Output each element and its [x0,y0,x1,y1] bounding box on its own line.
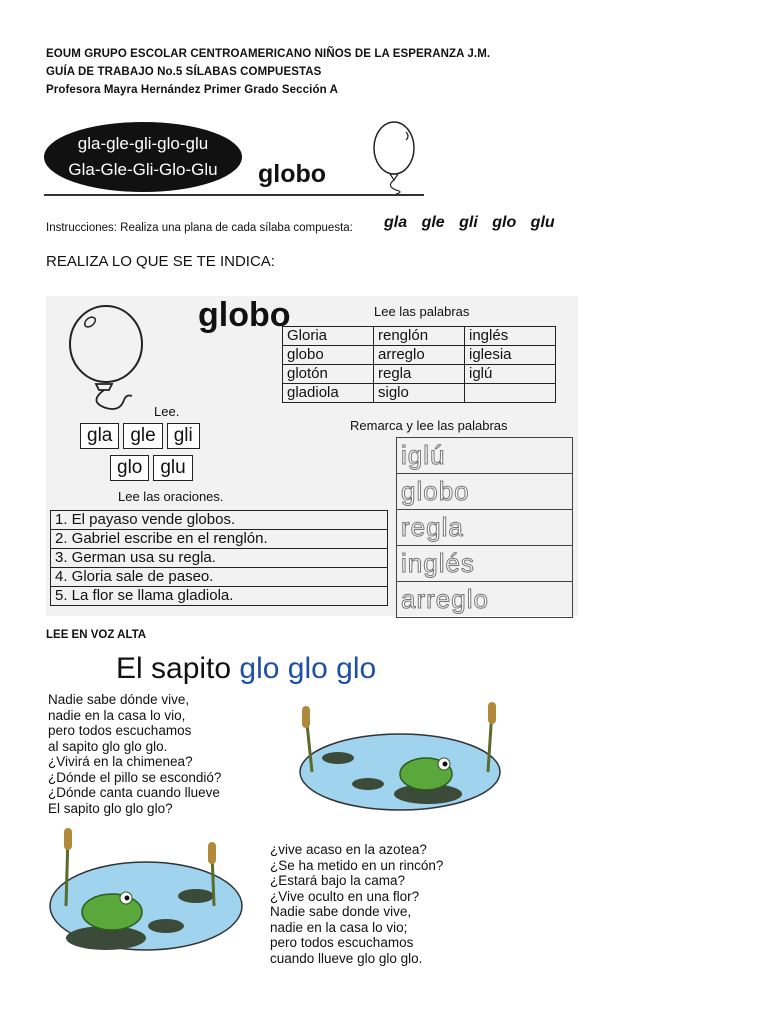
read-sentences-label: Lee las oraciones. [118,489,224,504]
poem-line: ¿Se ha metido en un rincón? [270,857,444,873]
sentence-cell: 3. German usa su regla. [51,549,388,568]
divider [44,194,424,196]
word-cell: Gloria [283,327,374,346]
table-row [51,587,388,606]
poem-line: ¿vive acaso en la azotea? [270,842,427,857]
section-heading: REALIZA LO QUE SE TE INDICA: [46,253,275,270]
trace-word: globo [397,474,573,510]
read-label: Lee. [154,404,180,419]
poem-panel [46,652,506,966]
table-row [397,474,573,510]
syllable-box: glo [110,455,149,481]
syllable-boxes-row2 [110,455,197,481]
poem-line: Nadie sabe donde vive, [270,904,412,919]
word-cell [465,384,556,403]
table-row [283,327,556,346]
word-cell: iglú [465,365,556,384]
word-cell: globo [283,346,374,365]
table-row [51,530,388,549]
read-aloud-heading: LEE EN VOZ ALTA [46,629,147,641]
table-row [283,365,556,384]
table-row [51,568,388,587]
syllable-box: gle [123,423,162,449]
worksheet-title: globo [198,296,291,334]
poem-title-sound: glo glo glo [239,652,377,685]
frog-pond-illustration [298,702,502,812]
stanza-1 [48,692,221,816]
poem-line: ¿Estará bajo la cama? [270,873,406,888]
syllable-box: gla [80,423,119,449]
table-row [283,384,556,403]
poem-line: pero todos escuchamos [48,723,192,738]
frog-pond-illustration [46,826,258,956]
sentences-table [50,510,388,606]
sentence-cell: 4. Gloria sale de paseo. [51,568,388,587]
table-row [397,510,573,546]
word-cell: iglesia [465,346,556,365]
trace-instruction: Remarca y lee las palabras [350,418,508,433]
poem-line: nadie en la casa lo vio, [48,707,186,723]
word-cell: arreglo [374,346,465,365]
sentence-cell: 5. La flor se llama gladiola. [51,587,388,606]
poem-line: ¿Dónde canta cuando llueve [48,785,220,800]
poem-line: pero todos escuchamos [270,935,414,950]
sentence-cell: 1. El payaso vende globos. [51,511,388,530]
poem-title [116,652,376,686]
poem-line: ¿Vive oculto en una flor? [270,888,420,904]
trace-word: arreglo [397,582,573,618]
word-cell: renglón [374,327,465,346]
balloon-icon [64,302,164,422]
trace-word: inglés [397,546,573,582]
instructions-text: Instrucciones: Realiza una plana de cada sílaba compuesta: [46,222,353,234]
table-row [283,346,556,365]
trace-table [396,437,573,618]
stanza-2 [270,842,443,966]
poem-title-main: El sapito [116,652,232,685]
trace-word: regla [397,510,573,546]
poem-line: ¿Vivirá en la chimenea? [48,754,193,769]
sentence-cell: 2. Gabriel escribe en el renglón. [51,530,388,549]
poem-line: ¿Dónde el pillo se escondió? [48,769,222,785]
syllables-lower: gla-gle-gli-glo-glu [77,134,209,153]
teacher-line: Profesora Mayra Hernández Primer Grado Sección A [46,84,338,96]
poem-line: Nadie sabe dónde vive, [48,692,190,707]
trace-word: iglú [397,438,573,474]
words-table [282,326,556,403]
word-cell: inglés [465,327,556,346]
syllables-upper: Gla-Gle-Gli-Glo-Glu [68,160,218,179]
word-cell: gladiola [283,384,374,403]
poem-line: cuando llueve glo glo glo. [270,950,423,966]
table-row [51,549,388,568]
school-name: EOUM GRUPO ESCOLAR CENTROAMERICANO NIÑOS DE LA ESPERANZA J.M. [46,48,491,60]
worksheet-panel [46,296,578,616]
syllable-oval [44,122,242,192]
poem-line: al sapito glo glo glo. [48,738,168,754]
table-row [51,511,388,530]
table-row [397,546,573,582]
syllable-box: gli [167,423,200,449]
word-cell: regla [374,365,465,384]
word-cell: glotón [283,365,374,384]
table-row [397,582,573,618]
read-words-label: Lee las palabras [374,304,470,319]
guide-title: GUÍA DE TRABAJO No.5 SÍLABAS COMPUESTAS [46,66,322,78]
syllable-box: glu [153,455,192,481]
instructions-syllables: gla gle gli glo glu [384,214,555,231]
poem-line: nadie en la casa lo vio; [270,919,408,935]
balloon-icon [368,118,428,194]
syllable-boxes-row1 [80,423,204,449]
banner-word: globo [258,160,327,188]
poem-line: El sapito glo glo glo? [48,800,173,816]
word-cell: siglo [374,384,465,403]
table-row [397,438,573,474]
